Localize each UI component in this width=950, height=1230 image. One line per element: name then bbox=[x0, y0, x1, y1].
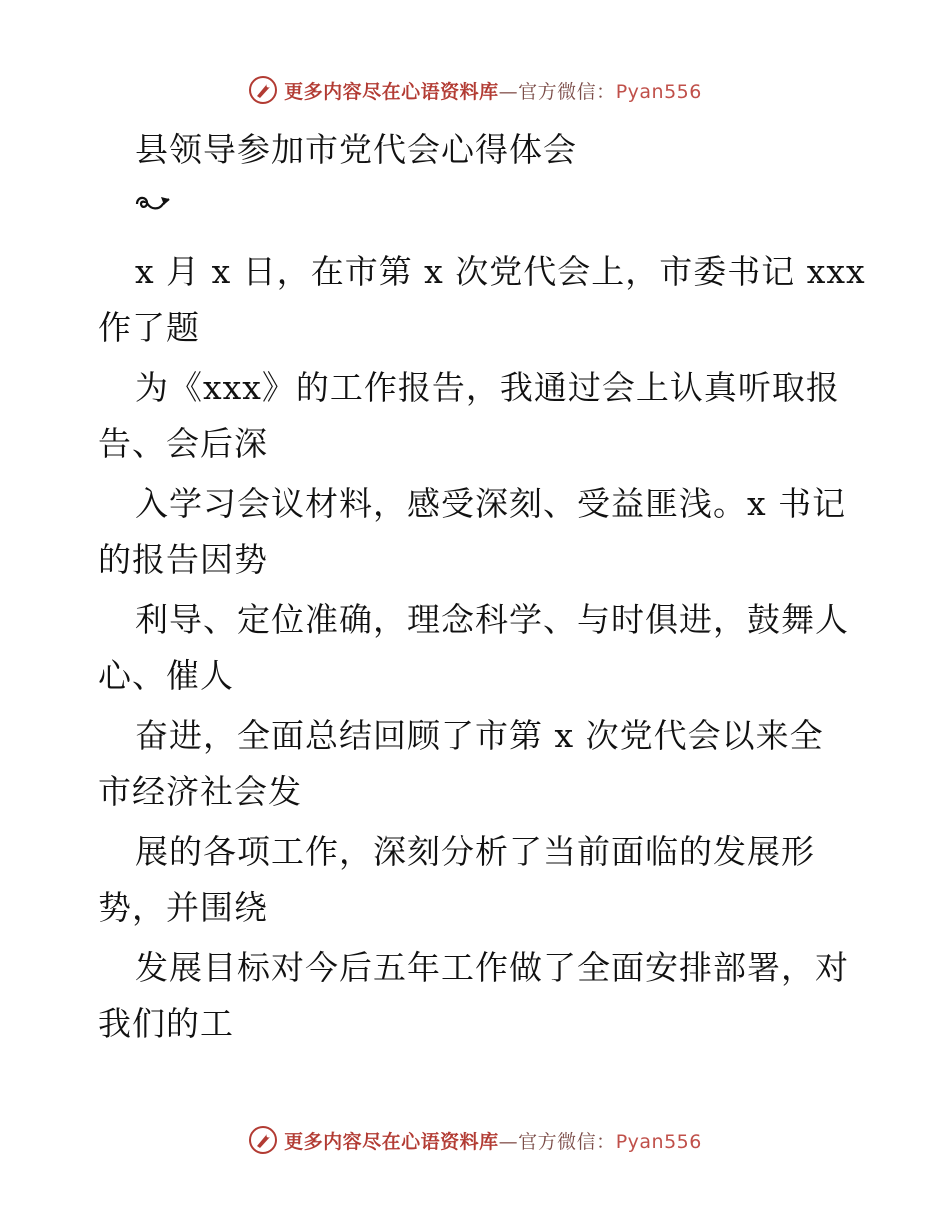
body-line: 奋进，全面总结回顾了市第 x 次党代会以来全 bbox=[135, 716, 824, 755]
body-line: 展的各项工作，深刻分析了当前面临的发展形 bbox=[135, 832, 815, 871]
header-banner bbox=[0, 70, 950, 110]
body-line: 发展目标对今后五年工作做了全面安排部署，对 bbox=[135, 948, 849, 987]
banner-separator: — bbox=[498, 80, 519, 103]
document-title: 县领导参加市党代会心得体会 bbox=[135, 130, 577, 169]
pen-nib-logo-icon bbox=[248, 1125, 278, 1155]
body-line: 作了题 bbox=[98, 308, 200, 347]
body-line: 入学习会议材料，感受深刻、受益匪浅。x 书记 bbox=[135, 484, 847, 523]
body-line: 利导、定位准确，理念科学、与时俱进，鼓舞人 bbox=[135, 600, 849, 639]
body-line: 告、会后深 bbox=[98, 424, 268, 463]
banner-site-text: 更多内容尽在心语资料库 bbox=[284, 1130, 499, 1153]
body-line: 势，并围绕 bbox=[98, 888, 268, 927]
body-line: 的报告因势 bbox=[98, 540, 268, 579]
banner-wechat-label: 官方微信： bbox=[518, 1130, 616, 1153]
banner-text bbox=[284, 1127, 702, 1154]
banner-wechat-label: 官方微信： bbox=[518, 80, 616, 103]
swirl-ornament-icon bbox=[133, 190, 173, 216]
pen-nib-logo-icon bbox=[248, 75, 278, 105]
banner-wechat-id: Pyan556 bbox=[615, 1130, 702, 1153]
body-line: 心、催人 bbox=[98, 656, 234, 695]
banner-wechat-id: Pyan556 bbox=[615, 80, 702, 103]
footer-banner bbox=[0, 1120, 950, 1160]
body-line: 我们的工 bbox=[98, 1004, 234, 1043]
banner-separator: — bbox=[498, 1130, 519, 1153]
body-line: x 月 x 日，在市第 x 次党代会上，市委书记 xxx bbox=[135, 252, 866, 291]
body-line: 为《xxx》的工作报告，我通过会上认真听取报 bbox=[135, 368, 840, 407]
body-line: 市经济社会发 bbox=[98, 772, 302, 811]
banner-site-text: 更多内容尽在心语资料库 bbox=[284, 80, 499, 103]
banner-text bbox=[284, 77, 702, 104]
